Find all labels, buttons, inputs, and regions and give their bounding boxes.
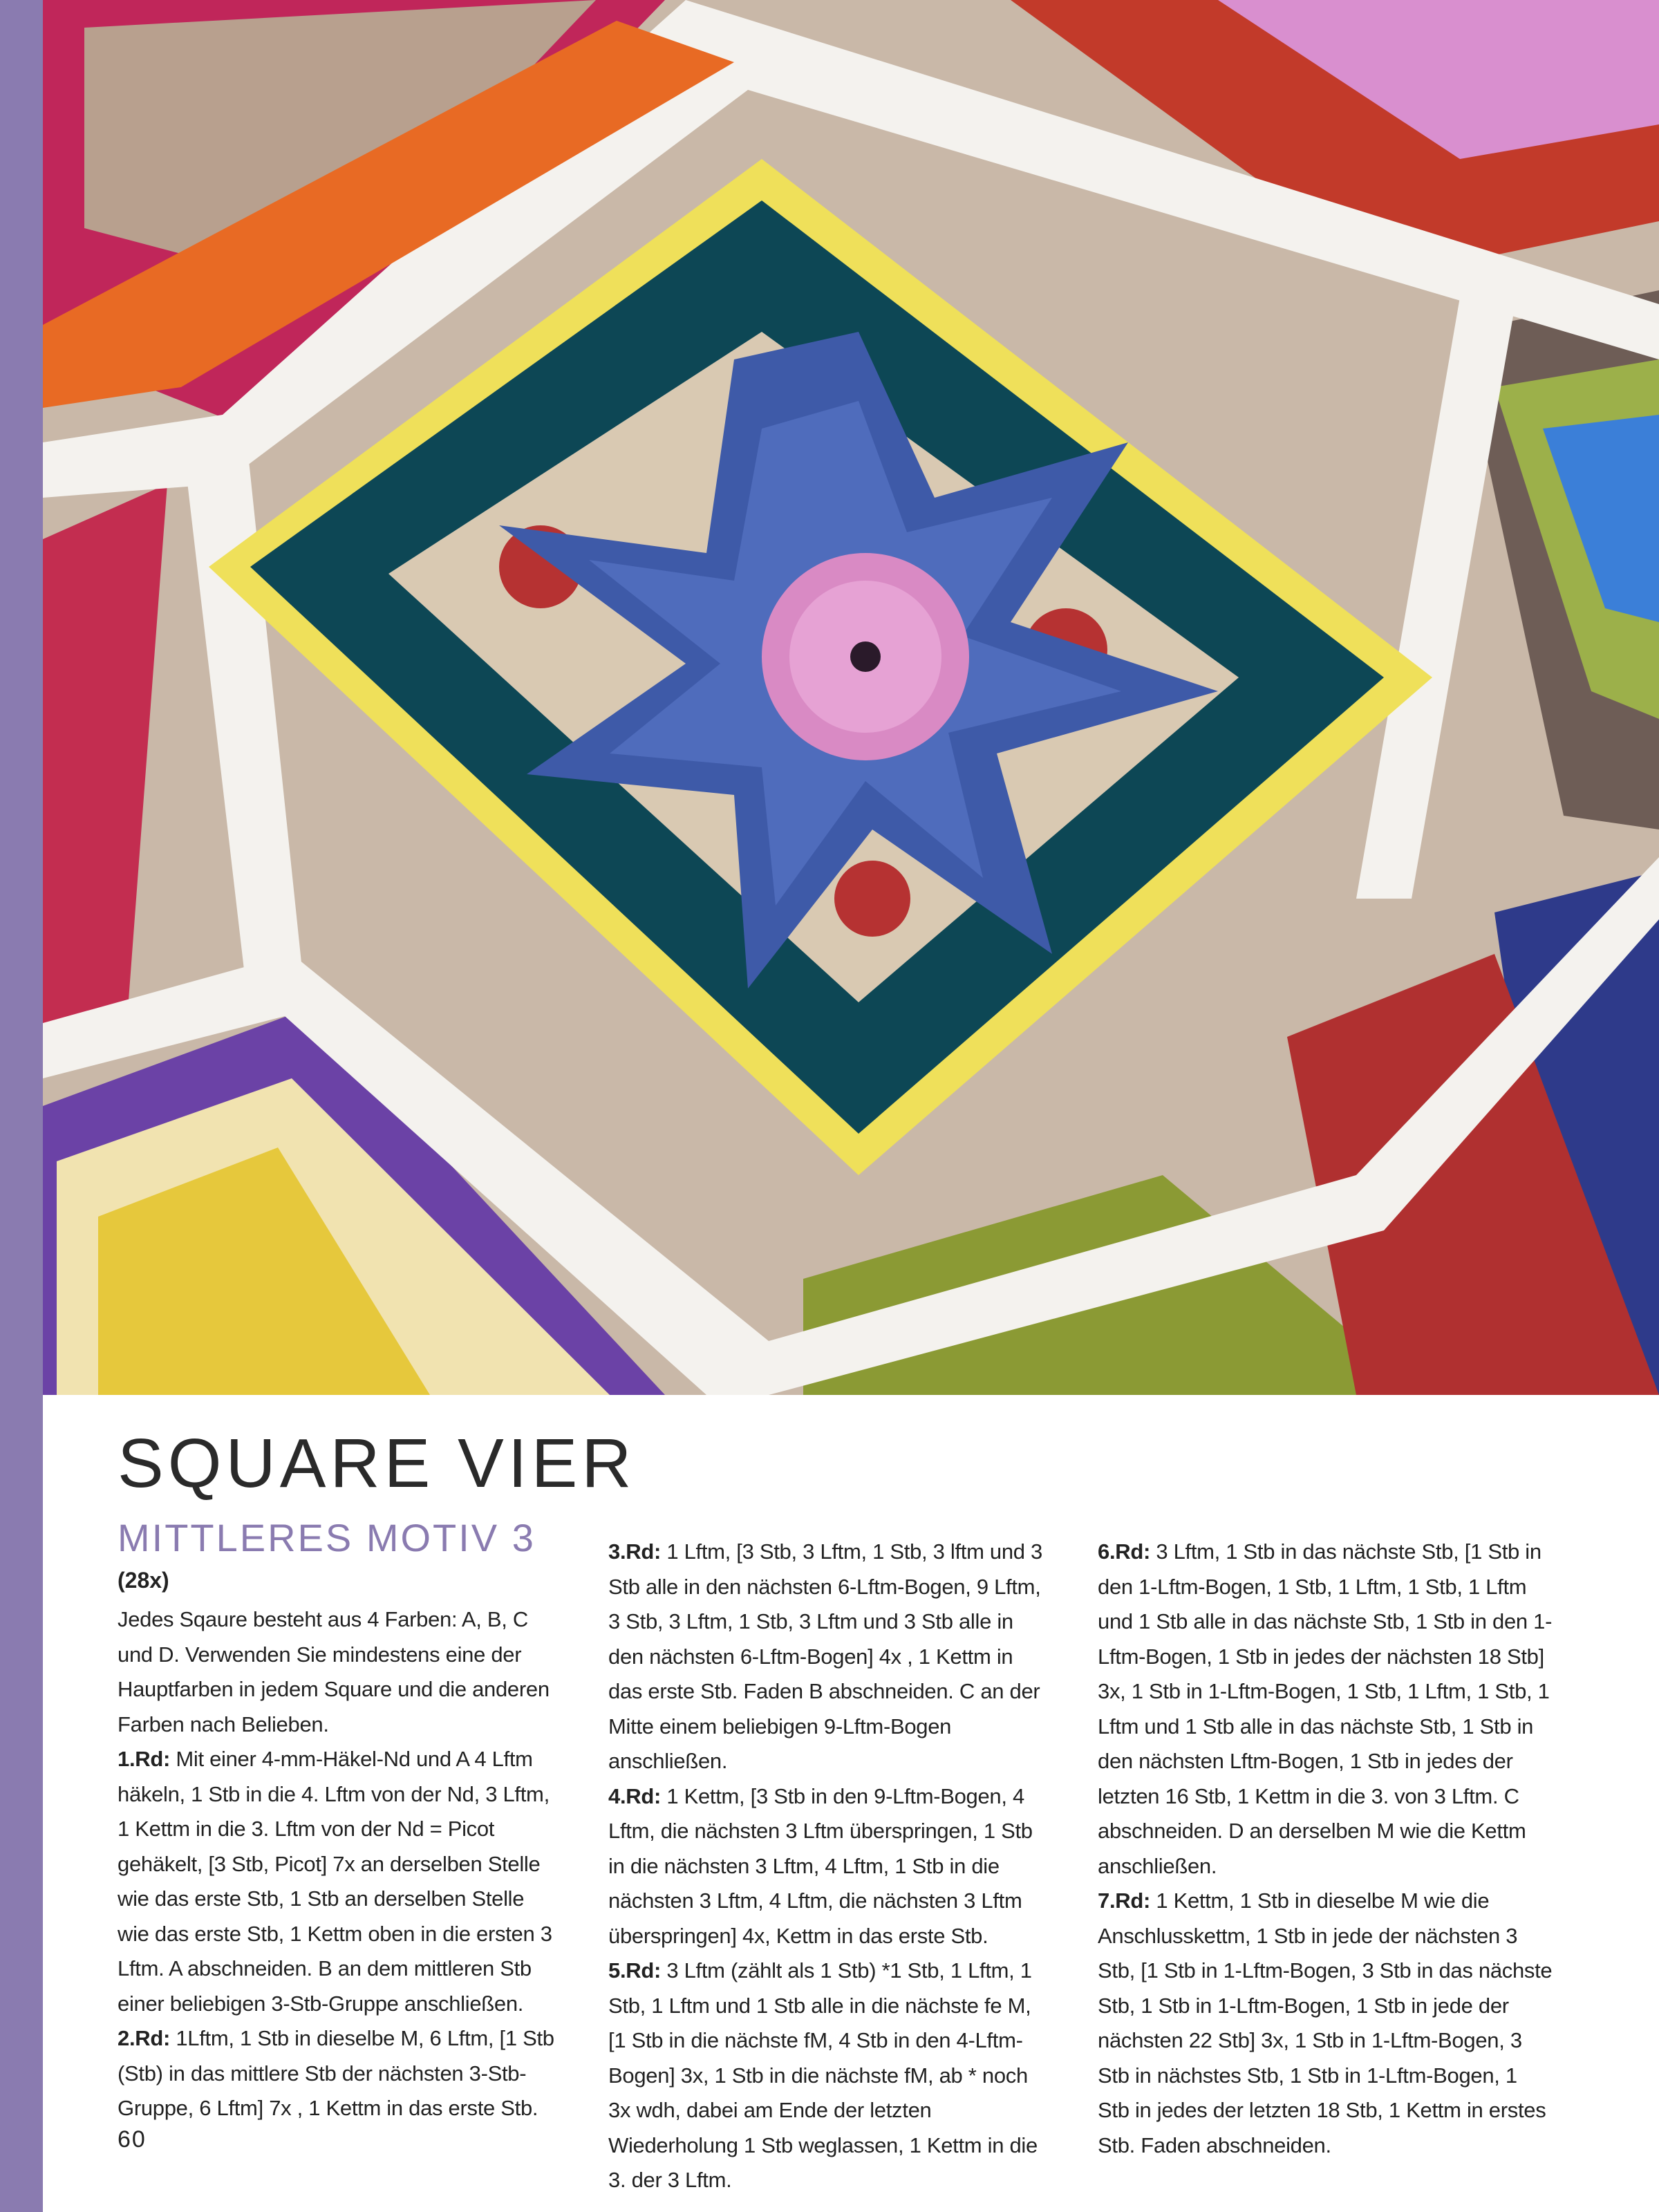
page-number: 60: [118, 2126, 147, 2153]
round-7-label: 7.Rd:: [1098, 1888, 1151, 1913]
round-3-label: 3.Rd:: [608, 1539, 662, 1564]
intro-paragraph: Jedes Sqaure besteht aus 4 Farben: A, B, C und D. Verwenden Sie mindestens eine der Hauptfarben in jedem Square und die anderen Farben nach Belieben.: [118, 1607, 550, 1736]
round-2-paragraph: [118, 2021, 560, 2126]
round-3-text: 1 Lftm, [3 Stb, 3 Lftm, 1 Stb, 3 lftm und 3 Stb alle in den nächsten 6-Lftm-Bogen, 9 Lftm, 3 Stb, 3 Lftm, 1 Stb, 3 Lftm und 3 Stb alle in den nächsten 6-Lftm-Bogen] 4x , 1 Kettm in das erste Stb. Faden B abschneiden. C an der Mitte einem beliebigen 9-Lftm-Bogen anschließen.: [608, 1539, 1042, 1773]
round-1-text: Mit einer 4-mm-Häkel-Nd und A 4 Lftm häkeln, 1 Stb in die 4. Lftm von der Nd, 3 Lftm, 1 Kettm in die 3. Lftm von der Nd = Picot gehäkelt, [3 Stb, Picot] 7x an derselben Stelle wie das erste Stb, 1 Stb an derselben Stelle wie das erste Stb, 1 Kettm oben in die ersten 3 Lftm. A abschneiden. B an dem mittleren Stb einer beliebigen 3-Stb-Gruppe anschließen.: [118, 1747, 552, 2016]
page-title: SQUARE VIER: [118, 1425, 636, 1502]
round-1-label: 1.Rd:: [118, 1747, 171, 1771]
round-4-paragraph: [608, 1779, 1051, 1954]
round-5-label: 5.Rd:: [608, 1958, 662, 1983]
crochet-square-photo: [43, 0, 1659, 1395]
round-5-text: 3 Lftm (zählt als 1 Stb) *1 Stb, 1 Lftm, 1 Stb, 1 Lftm und 1 Stb alle in die nächste fe M, [1 Stb in die nächste fM, 4 Stb in den 4-Lftm-Bogen] 3x, 1 Stb in die nächste fM, ab * noch 3x wdh, dabei am Ende der letzten Wiederholung 1 Stb weglassen, 1 Kettm in die 3. der 3 Lftm.: [608, 1958, 1038, 2192]
round-3-paragraph: [608, 1535, 1051, 1779]
count-label: (28x): [118, 1568, 169, 1593]
round-5-paragraph: [608, 1953, 1051, 2198]
round-4-label: 4.Rd:: [608, 1783, 662, 1808]
text-column-3: [1098, 1535, 1554, 2163]
round-7-paragraph: [1098, 1884, 1554, 2163]
text-column-1: [118, 1602, 560, 2126]
round-4-text: 1 Kettm, [3 Stb in den 9-Lftm-Bogen, 4 Lftm, die nächsten 3 Lftm überspringen, 1 Stb in die nächsten 3 Lftm, 4 Lftm, 1 Stb in die nächsten 3 Lftm, 4 Lftm, die nächsten 3 Lftm überspringen] 4x, Kettm in das erste Stb.: [608, 1783, 1033, 1948]
page-side-bar: [0, 0, 43, 2212]
round-6-paragraph: [1098, 1535, 1554, 1884]
round-6-label: 6.Rd:: [1098, 1539, 1151, 1564]
round-2-text: 1Lftm, 1 Stb in dieselbe M, 6 Lftm, [1 Stb (Stb) in das mittlere Stb der nächsten 3-Stb-Gruppe, 6 Lftm] 7x , 1 Kettm in das erste Stb.: [118, 2026, 554, 2120]
round-7-text: 1 Kettm, 1 Stb in dieselbe M wie die Anschlusskettm, 1 Stb in jede der nächsten 3 Stb, [1 Stb in 1-Lftm-Bogen, 3 Stb in das nächste Stb, 1 Stb in 1-Lftm-Bogen, 1 Stb in jede der nächsten 22 Stb] 3x, 1 Stb in 1-Lftm-Bogen, 3 Stb in nächstes Stb, 1 Stb in 1-Lftm-Bogen, 1 Stb in jedes der letzten 18 Stb, 1 Kettm in erstes Stb. Faden abschneiden.: [1098, 1888, 1553, 2157]
round-1-paragraph: [118, 1742, 560, 2021]
round-2-label: 2.Rd:: [118, 2026, 171, 2050]
text-column-2: [608, 1535, 1051, 2198]
round-6-text: 3 Lftm, 1 Stb in das nächste Stb, [1 Stb in den 1-Lftm-Bogen, 1 Stb, 1 Lftm, 1 Stb, 1 Lftm und 1 Stb alle in das nächste Stb, 1 Stb in den 1-Lftm-Bogen, 1 Stb in jedes der nächsten 18 Stb] 3x, 1 Stb in 1-Lftm-Bogen, 1 Stb, 1 Lftm, 1 Stb, 1 Lftm und 1 Stb alle in das nächste Stb, 1 Stb in den nächsten Lftm-Bogen, 1 Stb in jedes der letzten 16 Stb, 1 Kettm in die 3. von 3 Lftm. C abschneiden. D an derselben M wie die Kettm anschließen.: [1098, 1539, 1553, 1878]
section-subtitle: MITTLERES MOTIV 3: [118, 1516, 536, 1559]
